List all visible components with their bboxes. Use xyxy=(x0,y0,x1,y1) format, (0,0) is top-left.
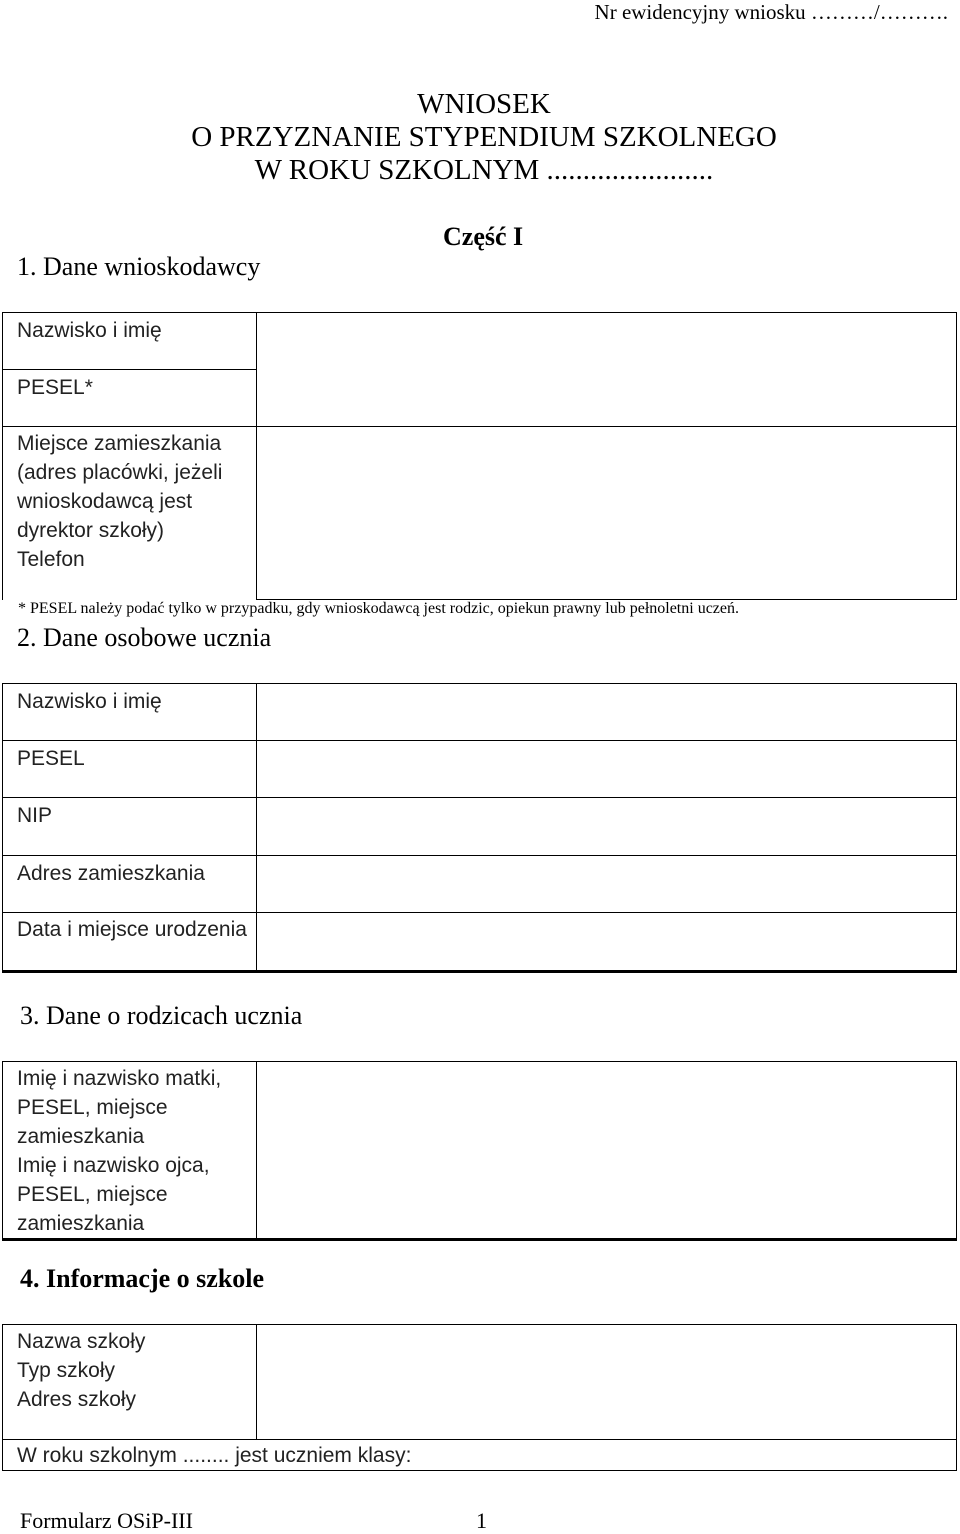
student-nip-field[interactable] xyxy=(257,798,957,856)
student-name-label: Nazwisko i imię xyxy=(3,684,257,741)
student-table xyxy=(2,683,957,973)
section-4-heading: 4. Informacje o szkole xyxy=(20,1264,265,1293)
student-pesel-label: PESEL xyxy=(3,741,257,798)
student-nip-label: NIP xyxy=(3,798,257,856)
page-number: 1 xyxy=(476,1508,487,1533)
school-name-label: Nazwa szkoły xyxy=(17,1330,146,1353)
student-birth-field[interactable] xyxy=(257,913,957,972)
mother-data-label: Imię i nazwisko matki, PESEL, miejsce zamieszkania xyxy=(17,1067,222,1148)
school-class-row[interactable] xyxy=(3,1440,957,1471)
school-data-field[interactable] xyxy=(257,1325,957,1440)
student-name-field[interactable] xyxy=(257,684,957,741)
school-table xyxy=(2,1324,957,1471)
student-pesel-field[interactable] xyxy=(257,741,957,798)
section-2-heading: 2. Dane osobowe ucznia xyxy=(17,623,272,652)
application-number: Nr ewidencyjny wniosku ………/………. xyxy=(594,0,948,24)
applicant-pesel-label: PESEL* xyxy=(3,370,257,427)
pesel-footnote: * PESEL należy podać tylko w przypadku, gdy wnioskodawcą jest rodzic, opiekun prawny lub pełnoletni uczeń. xyxy=(18,600,739,617)
applicant-phone-label: Telefon xyxy=(17,548,85,571)
parents-data-field[interactable] xyxy=(257,1062,957,1240)
applicant-address-phone-field[interactable] xyxy=(257,427,957,600)
applicant-name-pesel-field[interactable] xyxy=(257,313,957,427)
applicant-address-label: Miejsce zamieszkania (adres placówki, jeżeli wnioskodawcą jest dyrektor szkoły) xyxy=(17,432,223,542)
school-type-label: Typ szkoły xyxy=(17,1359,116,1382)
applicant-address-phone-cell xyxy=(3,427,257,600)
section-1-heading: 1. Dane wnioskodawcy xyxy=(17,252,261,281)
title-line-3: W ROKU SZKOLNYM ....................... xyxy=(254,154,714,186)
document-title xyxy=(0,88,960,187)
applicant-table xyxy=(2,312,957,600)
father-data-label: Imię i nazwisko ojca, PESEL, miejsce zamieszkania xyxy=(17,1154,210,1235)
title-line-2: O PRZYZNANIE STYPENDIUM SZKOLNEGO xyxy=(191,121,777,153)
student-address-field[interactable] xyxy=(257,856,957,913)
form-name: Formularz OSiP-III xyxy=(20,1508,193,1533)
school-address-label: Adres szkoły xyxy=(17,1388,137,1411)
section-3-heading: 3. Dane o rodzicach ucznia xyxy=(20,1001,303,1030)
school-labels-cell xyxy=(3,1325,257,1440)
student-address-label: Adres zamieszkania xyxy=(3,856,257,913)
parents-table xyxy=(2,1061,957,1241)
school-class-label: W roku szkolnym ........ jest uczniem klasy: xyxy=(17,1444,412,1467)
part-label: Część I xyxy=(443,222,524,251)
parents-labels-cell xyxy=(3,1062,257,1240)
title-line-1: WNIOSEK xyxy=(417,88,551,120)
student-birth-label: Data i miejsce urodzenia xyxy=(3,913,257,972)
applicant-name-label: Nazwisko i imię xyxy=(3,313,257,370)
